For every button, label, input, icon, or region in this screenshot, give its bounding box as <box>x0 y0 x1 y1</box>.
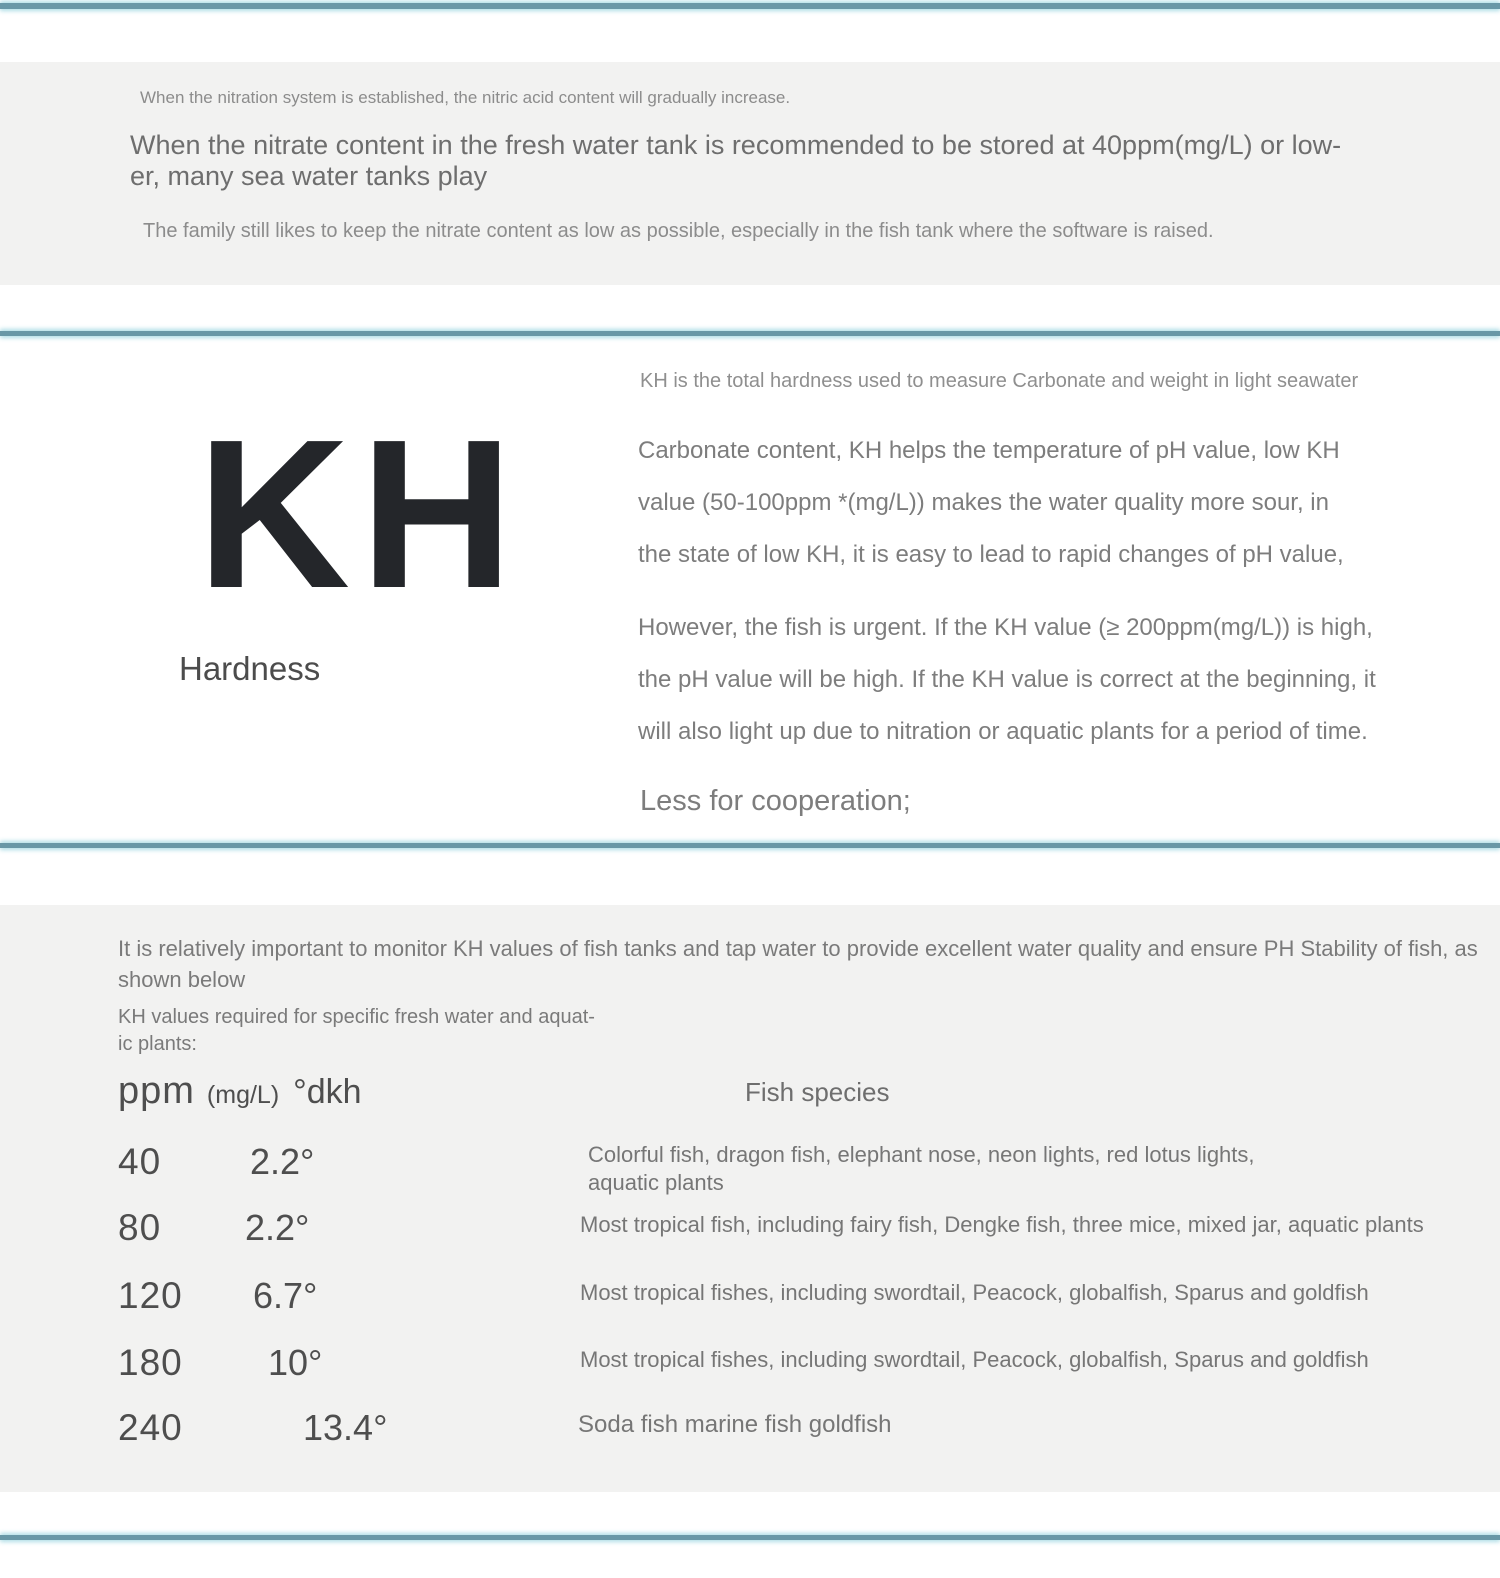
kh-ppm-value: 180 <box>118 1342 183 1383</box>
table-header-ppm: ppm <box>118 1070 195 1112</box>
table-header-dkh: °dkh <box>293 1073 362 1111</box>
kh-dkh-value: 2.2° <box>245 1207 310 1248</box>
kh-paragraph-2-line-3: will also light up due to nitration or aquatic plants for a period of time. <box>638 718 1368 745</box>
kh-paragraph-1-line-1: Carbonate content, KH helps the temperature of pH value, low KH <box>638 437 1340 464</box>
kh-paragraph-1-line-2: value (50-100ppm *(mg/L)) makes the water quality more sour, in <box>638 489 1329 516</box>
kh-ppm-value: 120 <box>118 1275 183 1316</box>
kh-paragraph-1-line-3: the state of low KH, it is easy to lead to rapid changes of pH value, <box>638 541 1344 568</box>
kh-dkh-value: 2.2° <box>250 1141 315 1182</box>
nitration-note: When the nitration system is established, the nitric acid content will gradually increase. <box>140 88 791 107</box>
kh-ppm-value: 240 <box>118 1407 183 1448</box>
table-subtitle-line-1: KH values required for specific fresh water and aquat- <box>118 1006 595 1028</box>
table-intro <box>118 933 1478 995</box>
divider-line-upper <box>0 331 1500 336</box>
kh-dkh-value: 10° <box>268 1342 323 1383</box>
nitrate-heading <box>130 130 1341 192</box>
kh-dkh-value: 6.7° <box>253 1275 318 1316</box>
table-subtitle-line-2: ic plants: <box>118 1033 197 1055</box>
nitrate-subnote: The family still likes to keep the nitrate content as low as possible, especially in the fish tank where the software is raised. <box>143 220 1214 242</box>
kh-intro-text: KH is the total hardness used to measure Carbonate and weight in light seawater <box>640 370 1359 392</box>
kh-dkh-value: 13.4° <box>303 1407 388 1448</box>
kh-paragraph-2 <box>638 614 1376 770</box>
fish-species-list: Most tropical fishes, including swordtail, Peacock, globalfish, Sparus and goldfish <box>580 1347 1369 1372</box>
table-subtitle <box>118 1004 595 1058</box>
kh-paragraph-2-line-2: the pH value will be high. If the KH value is correct at the beginning, it <box>638 666 1376 693</box>
table-intro-line-1: It is relatively important to monitor KH values of fish tanks and tap water to provide excellent water quality and ensure PH Stability of fish, as <box>118 936 1478 961</box>
table-header-fish-species: Fish species <box>745 1077 890 1107</box>
divider-line-top <box>0 3 1500 9</box>
table-header-units <box>118 1070 362 1113</box>
kh-closing-text: Less for cooperation; <box>640 785 911 817</box>
fish-species-list: Colorful fish, dragon fish, elephant nose, neon lights, red lotus lights, aquatic plants <box>588 1142 1255 1195</box>
kh-paragraph-2-line-1: However, the fish is urgent. If the KH value (≥ 200ppm(mg/L)) is high, <box>638 614 1373 641</box>
kh-ppm-value: 80 <box>118 1207 162 1248</box>
nitrate-heading-line-1: When the nitrate content in the fresh water tank is recommended to be stored at 40ppm(mg/L) or low- <box>130 130 1342 160</box>
kh-ppm-value: 40 <box>118 1141 162 1182</box>
table-intro-line-2: shown below <box>118 967 246 992</box>
fish-species-list: Most tropical fish, including fairy fish, Dengke fish, three mice, mixed jar, aquatic plants <box>580 1212 1424 1237</box>
table-header-mgl: (mg/L) <box>206 1081 280 1109</box>
divider-line-lower <box>0 843 1500 848</box>
kh-logo-caption: Hardness <box>179 650 321 687</box>
kh-paragraph-1 <box>638 437 1344 593</box>
kh-logo: KH <box>197 395 524 632</box>
fish-species-list: Soda fish marine fish goldfish <box>578 1411 892 1438</box>
divider-line-bottom <box>0 1535 1500 1540</box>
nitrate-heading-line-2: er, many sea water tanks play <box>130 161 488 191</box>
fish-species-list: Most tropical fishes, including swordtail, Peacock, globalfish, Sparus and goldfish <box>580 1280 1369 1305</box>
